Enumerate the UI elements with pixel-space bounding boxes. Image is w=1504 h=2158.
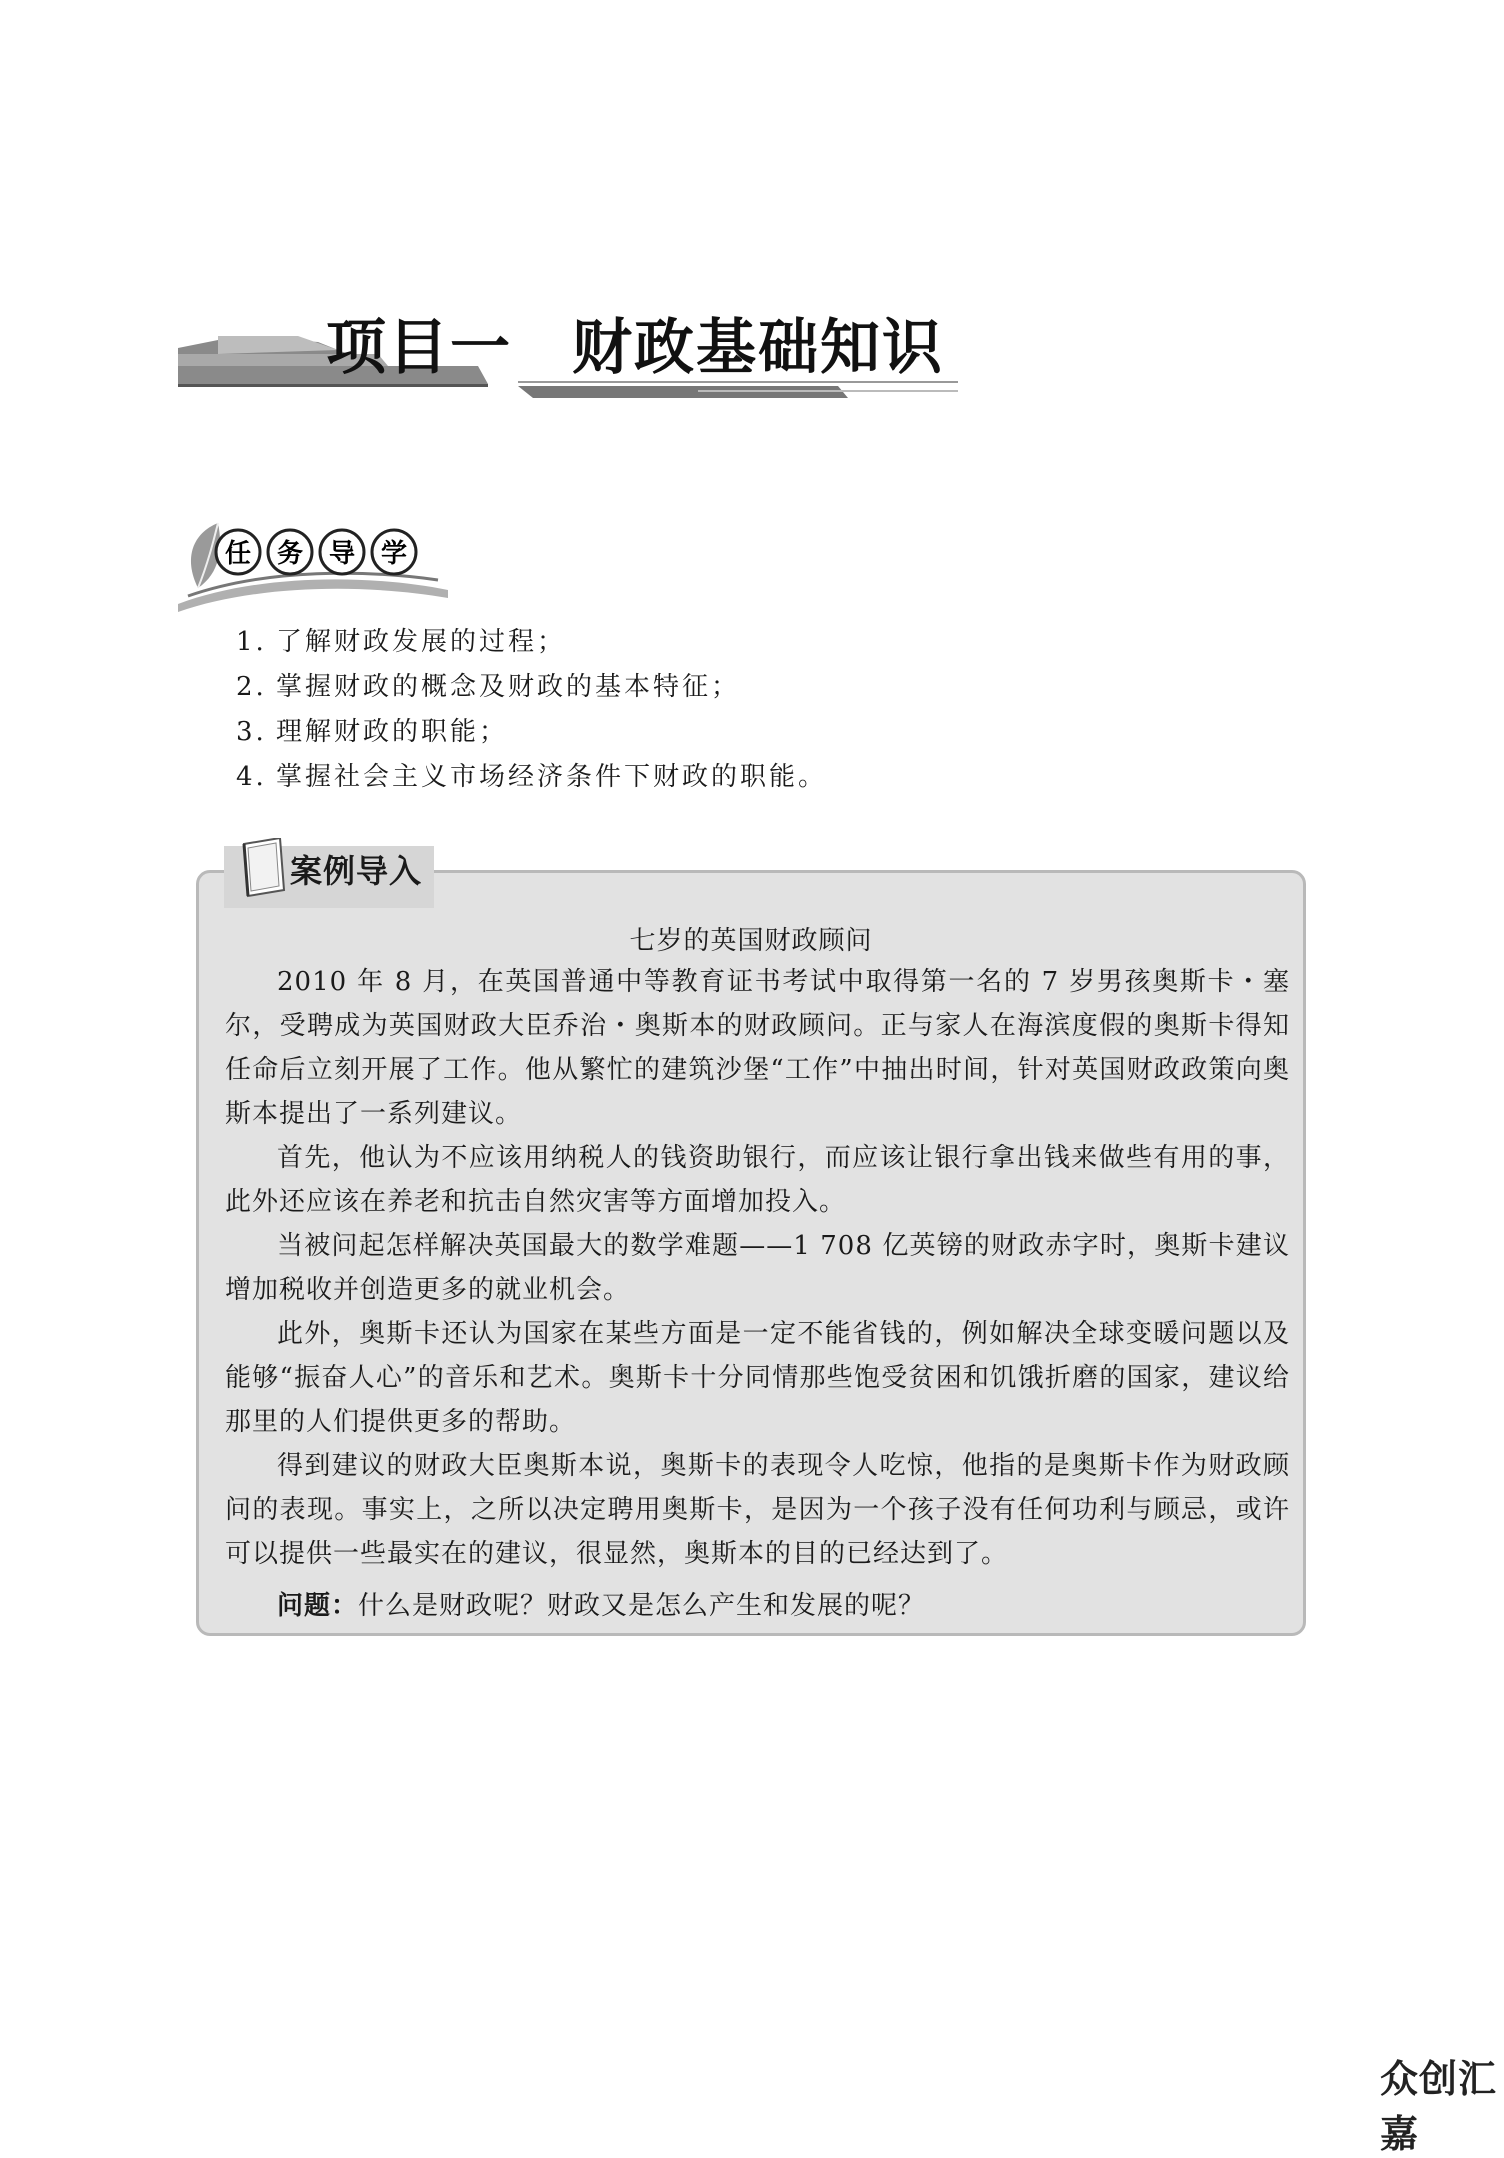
learning-goals: [236, 620, 827, 800]
badge-char-4: 学: [380, 539, 408, 569]
book-icon: [240, 838, 288, 898]
case-paragraph: 2010 年 8 月，在英国普通中等教育证书考试中取得第一名的 7 岁男孩奥斯卡・塞尔，受聘成为英国财政大臣乔治・奥斯本的财政顾问。正与家人在海滨度假的奥斯卡得知任命后立刻开展了工作。他从繁忙的建筑沙堡“工作”中抽出时间，针对英国财政政策向奥斯本提出了一系列建议。: [225, 967, 1290, 1129]
case-body: [225, 960, 1290, 1628]
project-name: 财政基础知识: [572, 313, 944, 383]
case-paragraph: 当被问起怎样解决英国最大的数学难题——1 708 亿英镑的财政赤字时，奥斯卡建议增加税收并创造更多的就业机会。: [225, 1231, 1290, 1305]
project-title: [326, 300, 944, 386]
question-label: 问题：: [277, 1591, 359, 1621]
task-guide-emblem: [178, 518, 458, 614]
case-paragraph: 此外，奥斯卡还认为国家在某些方面是一定不能省钱的，例如解决全球变暖问题以及能够“振奋人心”的音乐和艺术。奥斯卡十分同情那些饱受贫困和饥饿折磨的国家，建议给那里的人们提供更多的帮助。: [225, 1319, 1290, 1437]
goal-number: 3.: [236, 717, 267, 747]
goal-number: 4.: [236, 762, 267, 792]
watermark-logo: 众创汇嘉: [1380, 2057, 1498, 2156]
badge-char-2: 务: [276, 539, 304, 569]
goal-text: 掌握财政的概念及财政的基本特征；: [276, 672, 741, 702]
goal-number: 1.: [236, 627, 267, 657]
case-paragraph: 得到建议的财政大臣奥斯本说，奥斯卡的表现令人吃惊，他指的是奥斯卡作为财政顾问的表现。事实上，之所以决定聘用奥斯卡，是因为一个孩子没有任何功利与顾忌，或许可以提供一些最实在的建议，很显然，奥斯本的目的已经达到了。: [225, 1451, 1290, 1569]
goal-number: 2.: [236, 672, 267, 702]
badge-char-3: 导: [328, 539, 356, 569]
goal-text: 了解财政发展的过程；: [276, 627, 567, 657]
goal-item: [236, 710, 827, 755]
goal-item: [236, 755, 827, 800]
case-tab-label: 案例导入: [290, 852, 423, 890]
goal-item: [236, 620, 827, 665]
case-title: 七岁的英国财政顾问: [629, 926, 873, 956]
goal-text: 掌握社会主义市场经济条件下财政的职能。: [276, 762, 828, 792]
case-question: [225, 1584, 1290, 1628]
case-paragraph: 首先，他认为不应该用纳税人的钱资助银行，而应该让银行拿出钱来做些有用的事，此外还应该在养老和抗击自然灾害等方面增加投入。: [225, 1143, 1290, 1217]
question-text: 什么是财政呢？财政又是怎么产生和发展的呢？: [358, 1591, 926, 1621]
goal-text: 理解财政的职能；: [276, 717, 509, 747]
badge-char-1: 任: [224, 539, 252, 569]
project-number: 项目一: [326, 313, 512, 383]
goal-item: [236, 665, 827, 710]
